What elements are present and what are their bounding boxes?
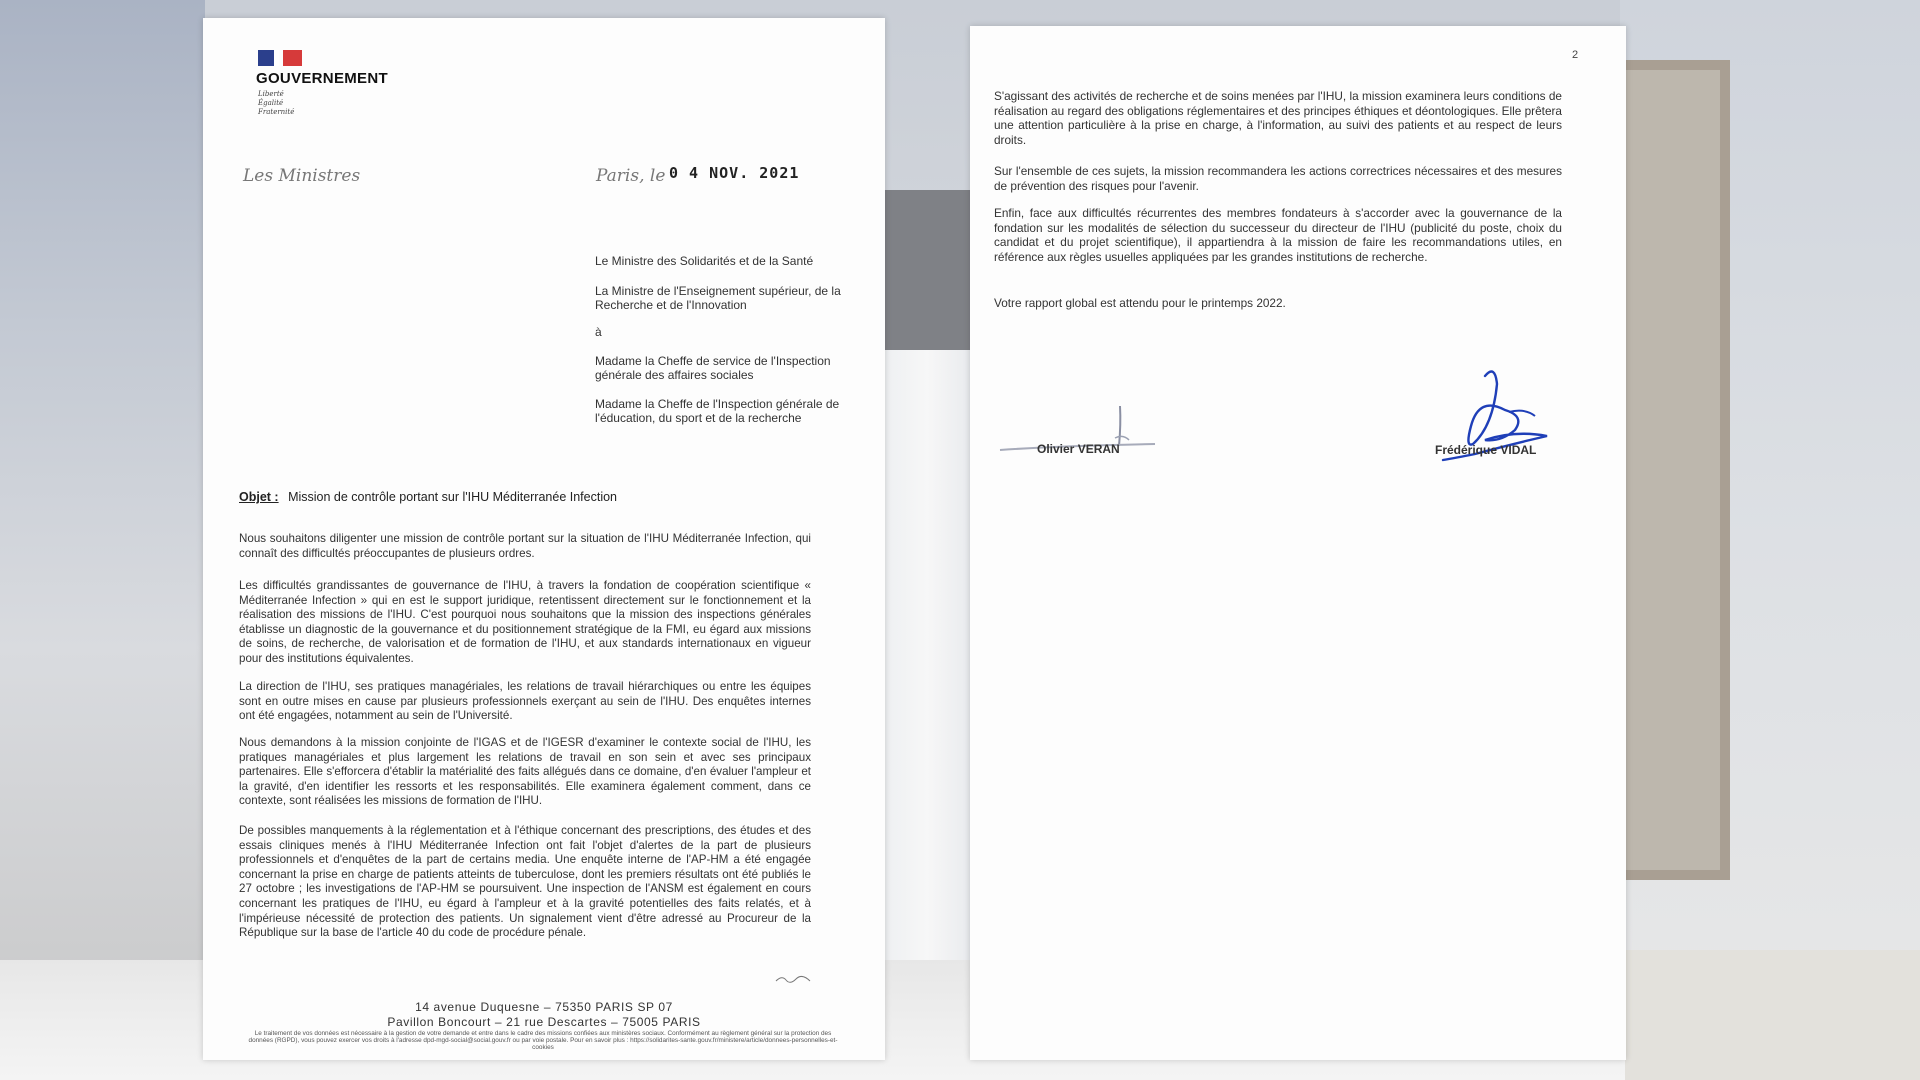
body-paragraph: S'agissant des activités de recherche et de soins menées par l'IHU, la mission examinera leurs conditions de réalisation au regard des obligations réglementaires et des principes éthiques et déontologiques. Elle prêtera une attention particulière à la prise en charge, à l'information, au suivi des patients et au respect de leurs droits. <box>994 89 1562 147</box>
body-paragraph: Nous demandons à la mission conjointe de l'IGAS et de l'IGESR d'examiner le contexte social de l'IHU, les pratiques managériales et plus largement les relations de travail en son sein et avec ses principaux partenaires. Elle s'efforcera d'établir la matérialité des faits allégués dans ce domaine, d'en évaluer l'ampleur et la gravité, d'en identifier les ressorts et les responsabilités. Elle examinera également comment, dans ce contexte, sont réalisées les missions de formation de l'IHU. <box>239 736 811 808</box>
background-dark-strip <box>885 190 970 350</box>
recipient-connector: à <box>595 325 602 339</box>
initials-scribble-icon <box>774 973 814 985</box>
background-right-desk <box>1625 950 1920 1080</box>
page-initials <box>774 973 814 988</box>
letter-page-1 <box>203 18 885 1060</box>
signatory-name: Frédérique VIDAL <box>1435 443 1537 457</box>
government-brand: GOUVERNEMENT <box>256 70 388 87</box>
letter-page-2 <box>970 26 1626 1060</box>
signatory-name: Olivier VERAN <box>1037 442 1120 456</box>
footer-address-1: 14 avenue Duquesne – 75350 PARIS SP 07 <box>415 1000 673 1014</box>
republic-motto: Liberté Égalité Fraternité <box>258 90 295 116</box>
page-number: 2 <box>1572 49 1579 61</box>
footer-address-2: Pavillon Boncourt – 21 rue Descartes – 75005 PARIS <box>387 1015 701 1029</box>
recipient-igas: Madame la Cheffe de service de l'Inspection générale des affaires sociales <box>595 354 831 382</box>
body-paragraph: Nous souhaitons diligenter une mission de contrôle portant sur la situation de l'IHU Méditerranée Infection, qui connaît des difficultés préoccupantes de plusieurs ordres. <box>239 532 811 560</box>
body-paragraph: De possibles manquements à la réglementation et à l'éthique concernant des prescriptions, des études et des essais cliniques menés à l'IHU Méditerranée Infection ont fait l'objet d'alertes de la part de plusieurs professionnels et d'enquêtes de la part de certains media. Une enquête interne de l'AP-HM a été engagée concernant la prise en charge de patients atteints de tuberculose, dont les premiers résultats ont été publiés le 27 octobre ; les investigations de l'AP-HM se poursuivent. Une inspection de l'ANSM est également en cours concernant les pratiques de l'IHU, eu égard à l'ampleur et à la gravité potentielles des faits relatés, et à l'impérieuse nécessité de protection des patients. Un signalement vient d'être adressé au Procureur de la République sur la base de l'article 40 du code de procédure pénale. <box>239 824 811 940</box>
date-stamp: 0 4 NOV. 2021 <box>669 164 800 182</box>
recipient-igesr: Madame la Cheffe de l'Inspection générale de l'éducation, du sport et de la recherche <box>595 397 840 425</box>
republic-flag-logo <box>258 50 302 66</box>
sender-minister-research: La Ministre de l'Enseignement supérieur, de la Recherche et de l'Innovation <box>595 284 841 312</box>
body-paragraph: Sur l'ensemble de ces sujets, la mission recommandera les actions correctrices nécessaires et des mesures de prévention des risques pour l'avenir. <box>994 164 1562 193</box>
subject-text: Mission de contrôle portant sur l'IHU Méditerranée Infection <box>288 490 618 504</box>
body-paragraph: La direction de l'IHU, ses pratiques managériales, les relations de travail hiérarchiques ou entre les équipes sont en outre mises en cause par plusieurs professionnels exerçant au sein de l'IHU. Des enquêtes internes ont été engagées, notamment au sein de l'Université. <box>239 680 811 723</box>
footer-legal-notice: Le traitement de vos données est nécessaire à la gestion de votre demande et entre dans le cadre des missions confiées aux ministères sociaux. Conformément au règlement général sur la protection des données (RGPD), vous pouvez exercer vos droits à l'adresse dpd-mgd-social@social.gouv.fr ou par voie postale. Pour en savoir plus : https://solidarites-sante.gouv.fr/ministere/article/donnees-personnelles-et-cookies <box>248 1030 838 1052</box>
place-label: Paris, le <box>596 166 666 186</box>
body-paragraph: Enfin, face aux difficultés récurrentes des membres fondateurs à s'accorder avec la gouvernance de la fondation sur les modalités de sélection du successeur du directeur de l'IHU (publicité du poste, choix du candidat et du projet scientifique), il appartiendra à la mission de faire les recommandations utiles, en référence aux règles usuelles appliquées par les grandes institutions de recherche. <box>994 206 1562 264</box>
subject-label: Objet : <box>239 490 279 504</box>
body-paragraph: Votre rapport global est attendu pour le printemps 2022. <box>994 296 1286 310</box>
subject-line <box>239 490 617 504</box>
sender-label: Les Ministres <box>243 166 361 186</box>
body-paragraph: Les difficultés grandissantes de gouvernance de l'IHU, à travers la fondation de coopération scientifique « Méditerranée Infection » qui en est le support juridique, retentissent directement sur le fonctionnement et la réalisation des missions de l'IHU. C'est pourquoi nous souhaitons que la mission des inspections générales établisse un diagnostic de la gouvernance et du positionnement stratégique de la FMI, eu égard aux missions de soins, de recherche, de valorisation et de formation de l'IHU, et aux standards internationaux en vigueur pour des institutions équivalentes. <box>239 579 811 665</box>
sender-minister-health: Le Ministre des Solidarités et de la Santé <box>595 254 814 268</box>
background-left-panel <box>0 0 205 1080</box>
